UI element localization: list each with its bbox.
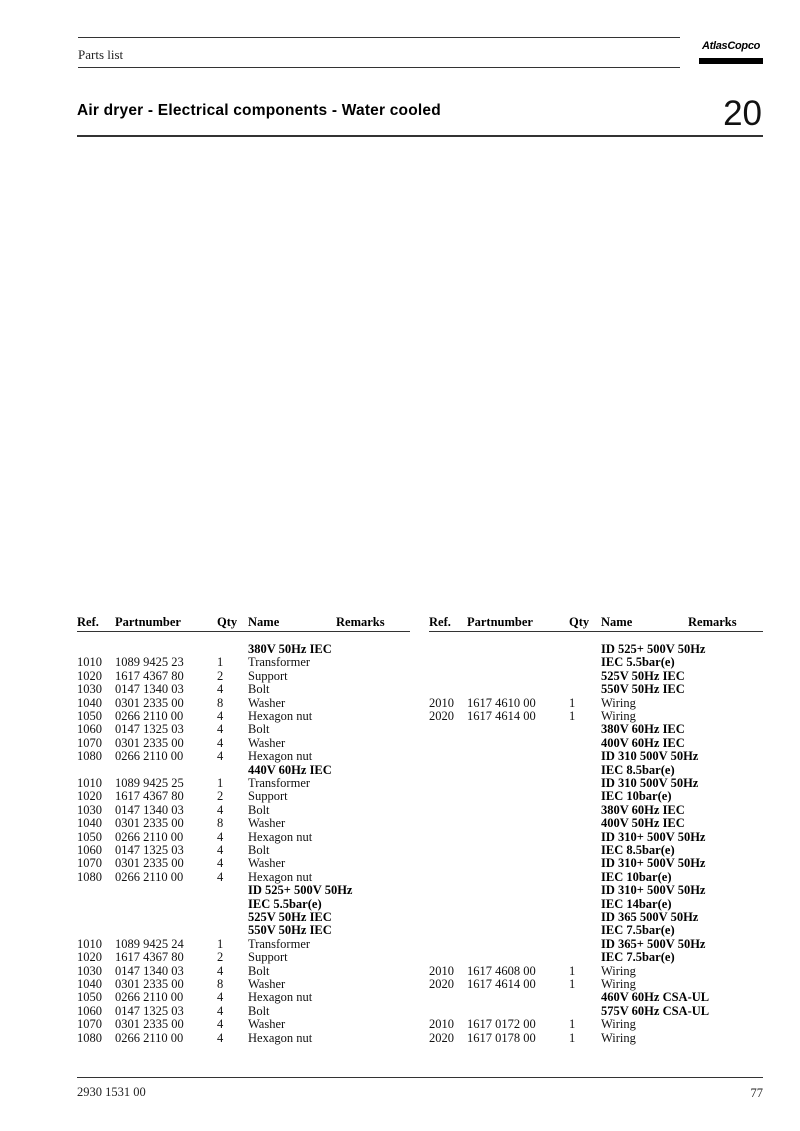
qty-cell: 1 [569,977,576,991]
name-cell: Hexagon nut [248,990,313,1005]
partnumber-cell: 0301 2335 00 [115,1017,184,1032]
name-cell: Bolt [248,802,270,817]
name-cell: Bolt [248,722,270,737]
variant-heading-text: 400V 60Hz IEC [601,735,685,750]
variant-heading [0,817,800,830]
partnumber-cell: 0266 2110 00 [115,709,184,723]
ref-cell: 1080 [77,869,102,884]
ref-cell: 1060 [77,1003,102,1018]
right-col-header-qty: Qty [569,615,590,629]
ref-cell: 1070 [77,1017,102,1032]
ref-cell: 1070 [77,735,102,750]
qty-cell: 4 [217,722,224,737]
ref-cell: 1050 [77,829,102,844]
partnumber-cell: 1617 4614 00 [467,709,536,723]
qty-cell: 4 [217,1003,224,1018]
variant-heading [0,643,800,656]
header-top-rule [78,37,680,38]
qty-cell: 1 [217,936,224,951]
header-label: Parts list [78,47,124,62]
name-cell: Washer [248,856,286,871]
variant-heading-text: ID 310+ 500V 50Hz [601,856,706,871]
qty-cell: 4 [217,1017,224,1032]
variant-heading-text: 460V 60Hz CSA-UL [601,990,710,1005]
qty-cell: 1 [569,1017,576,1032]
name-cell: Wiring [601,977,636,991]
partnumber-cell: 0147 1340 03 [115,802,184,817]
name-cell: Washer [248,695,286,710]
qty-cell: 4 [217,709,224,723]
variant-heading [0,683,800,696]
name-cell: Washer [248,1017,286,1032]
left-col-header-partnumber: Partnumber [115,615,181,629]
right-col-header-partnumber: Partnumber [467,615,533,629]
variant-heading [0,777,800,790]
table-row [0,978,800,991]
name-cell: Bolt [248,1003,270,1018]
ref-cell: 1030 [77,963,102,978]
ref-cell: 1020 [77,789,102,804]
name-cell: Transformer [248,936,311,951]
ref-cell: 1020 [77,668,102,683]
qty-cell: 1 [569,963,576,978]
variant-heading-text: ID 365+ 500V 50Hz [601,936,706,951]
partnumber-cell: 1617 4614 00 [467,977,536,991]
variant-heading-text: IEC 10bar(e) [601,869,672,884]
variant-heading [0,737,800,750]
name-cell: Wiring [601,695,636,710]
variant-heading-text: IEC 8.5bar(e) [601,762,675,777]
table-row [0,710,800,723]
partnumber-cell: 1617 4610 00 [467,695,536,710]
ref-cell: 1040 [77,977,102,991]
variant-heading-text: IEC 14bar(e) [601,896,672,911]
ref-cell: 1060 [77,843,102,857]
variant-heading [0,884,800,897]
variant-heading-text: 525V 50Hz IEC [601,668,685,683]
name-cell: Hexagon nut [248,1030,313,1045]
qty-cell: 4 [217,963,224,978]
partnumber-cell: 0301 2335 00 [115,695,184,710]
ref-cell: 1050 [77,709,102,723]
variant-heading-text: IEC 10bar(e) [601,789,672,804]
page-number: 77 [750,1086,763,1100]
qty-cell: 2 [217,668,224,683]
variant-heading [0,723,800,736]
variant-heading [0,924,800,937]
page-title: Air dryer - Electrical components - Water cooled [77,102,441,119]
partnumber-cell: 1089 9425 24 [115,936,184,951]
variant-heading-text: ID 310+ 500V 50Hz [601,829,706,844]
left-col-header-remarks: Remarks [336,615,385,629]
name-cell: Hexagon nut [248,829,313,844]
table-row [0,965,800,978]
variant-heading-text: 440V 60Hz IEC [248,762,332,777]
partnumber-cell: 1617 4367 80 [115,950,184,965]
left-col-header-qty: Qty [217,615,238,629]
name-cell: Wiring [601,709,636,723]
footer-rule [77,1077,763,1078]
ref-cell: 1030 [77,682,102,697]
variant-heading-text: ID 525+ 500V 50Hz [601,642,706,656]
variant-heading [0,670,800,683]
variant-heading [0,804,800,817]
brand-logo-bar [699,58,763,64]
variant-heading [0,831,800,844]
partnumber-cell: 1617 4367 80 [115,789,184,804]
ref-cell: 1080 [77,749,102,764]
qty-cell: 2 [217,789,224,804]
ref-cell: 1040 [77,695,102,710]
right-col-header-remarks: Remarks [688,615,737,629]
name-cell: Washer [248,735,286,750]
variant-heading-text: 575V 60Hz CSA-UL [601,1003,710,1018]
variant-heading [0,898,800,911]
qty-cell: 1 [217,655,224,670]
variant-heading-text: 380V 60Hz IEC [601,722,685,737]
variant-heading [0,991,800,1004]
qty-cell: 4 [217,735,224,750]
partnumber-cell: 0147 1340 03 [115,963,184,978]
header-bottom-rule [78,67,680,68]
variant-heading-text: 400V 50Hz IEC [601,816,685,831]
variant-heading [0,951,800,964]
ref-cell: 2010 [429,695,454,710]
variant-heading [0,844,800,857]
partnumber-cell: 0147 1325 03 [115,1003,184,1018]
partnumber-cell: 0301 2335 00 [115,735,184,750]
name-cell: Wiring [601,1030,636,1045]
partnumber-cell: 0147 1325 03 [115,722,184,737]
qty-cell: 2 [217,950,224,965]
ref-cell: 1040 [77,816,102,831]
partnumber-cell: 0266 2110 00 [115,829,184,844]
left-col-header-ref: Ref. [77,615,99,629]
variant-heading-text: 525V 50Hz IEC [248,910,332,924]
variant-heading-text: 380V 60Hz IEC [601,802,685,817]
variant-heading-text: IEC 7.5bar(e) [601,923,675,938]
qty-cell: 8 [217,816,224,831]
ref-cell: 1010 [77,936,102,951]
name-cell: Washer [248,816,286,831]
variant-heading [0,857,800,870]
ref-cell: 1060 [77,722,102,737]
partnumber-cell: 1617 4367 80 [115,668,184,683]
name-cell: Bolt [248,843,270,857]
variant-heading-text: 550V 50Hz IEC [601,682,685,697]
variant-heading-text: IEC 5.5bar(e) [248,896,322,911]
table-row [0,697,800,710]
right-header-rule [429,631,763,632]
title-rule [77,135,763,137]
variant-heading-text: IEC 5.5bar(e) [601,655,675,670]
ref-cell: 1050 [77,990,102,1005]
variant-heading [0,871,800,884]
name-cell: Hexagon nut [248,749,313,764]
name-cell: Bolt [248,682,270,697]
ref-cell: 1030 [77,802,102,817]
qty-cell: 4 [217,682,224,697]
name-cell: Transformer [248,776,311,790]
left-col-header-name: Name [248,615,280,629]
name-cell: Bolt [248,963,270,978]
qty-cell: 4 [217,856,224,871]
name-cell: Wiring [601,1017,636,1032]
variant-heading-text: ID 310+ 500V 50Hz [601,883,706,898]
qty-cell: 1 [569,709,576,723]
variant-heading-text: IEC 7.5bar(e) [601,950,675,965]
partnumber-cell: 1617 0172 00 [467,1017,536,1032]
ref-cell: 2010 [429,1017,454,1032]
qty-cell: 4 [217,1030,224,1045]
table-row [0,1032,800,1045]
qty-cell: 1 [217,776,224,790]
left-header-rule [77,631,410,632]
variant-heading-text: 550V 50Hz IEC [248,923,332,938]
variant-heading [0,1005,800,1018]
partnumber-cell: 0266 2110 00 [115,990,184,1005]
variant-heading-text: ID 310 500V 50Hz [601,776,699,790]
partnumber-cell: 0266 2110 00 [115,869,184,884]
partnumber-cell: 1089 9425 25 [115,776,184,790]
name-cell: Support [248,789,288,804]
ref-cell: 1020 [77,950,102,965]
right-col-header-ref: Ref. [429,615,451,629]
ref-cell: 1070 [77,856,102,871]
qty-cell: 4 [217,843,224,857]
qty-cell: 1 [569,1030,576,1045]
partnumber-cell: 0147 1325 03 [115,843,184,857]
table-row [0,1018,800,1031]
variant-heading [0,911,800,924]
ref-cell: 2020 [429,1030,454,1045]
qty-cell: 4 [217,829,224,844]
name-cell: Transformer [248,655,311,670]
variant-heading [0,938,800,951]
partnumber-cell: 0266 2110 00 [115,1030,184,1045]
ref-cell: 2010 [429,963,454,978]
name-cell: Support [248,950,288,965]
variant-heading [0,764,800,777]
qty-cell: 4 [217,990,224,1005]
name-cell: Support [248,668,288,683]
ref-cell: 2020 [429,709,454,723]
variant-heading-text: ID 525+ 500V 50Hz [248,883,353,898]
ref-cell: 1010 [77,776,102,790]
document-number: 2930 1531 00 [77,1085,146,1099]
partnumber-cell: 0301 2335 00 [115,856,184,871]
name-cell: Wiring [601,963,636,978]
qty-cell: 1 [569,695,576,710]
name-cell: Hexagon nut [248,709,313,723]
variant-heading-text: IEC 8.5bar(e) [601,843,675,857]
right-col-header-name: Name [601,615,633,629]
brand-logo-text: AtlasCopco [701,40,761,52]
variant-heading-text: ID 365 500V 50Hz [601,910,699,924]
name-cell: Hexagon nut [248,869,313,884]
variant-heading [0,790,800,803]
variant-heading-text: 380V 50Hz IEC [248,642,332,656]
qty-cell: 8 [217,977,224,991]
section-number: 20 [723,94,762,133]
partnumber-cell: 0266 2110 00 [115,749,184,764]
qty-cell: 4 [217,802,224,817]
qty-cell: 4 [217,749,224,764]
partnumber-cell: 0147 1340 03 [115,682,184,697]
partnumber-cell: 1617 4608 00 [467,963,536,978]
partnumber-cell: 1089 9425 23 [115,655,184,670]
ref-cell: 1010 [77,655,102,670]
variant-heading [0,750,800,763]
partnumber-cell: 0301 2335 00 [115,977,184,991]
partnumber-cell: 0301 2335 00 [115,816,184,831]
ref-cell: 2020 [429,977,454,991]
variant-heading-text: ID 310 500V 50Hz [601,749,699,764]
partnumber-cell: 1617 0178 00 [467,1030,536,1045]
qty-cell: 8 [217,695,224,710]
brand-logo [699,38,763,68]
variant-heading [0,656,800,669]
qty-cell: 4 [217,869,224,884]
ref-cell: 1080 [77,1030,102,1045]
name-cell: Washer [248,977,286,991]
